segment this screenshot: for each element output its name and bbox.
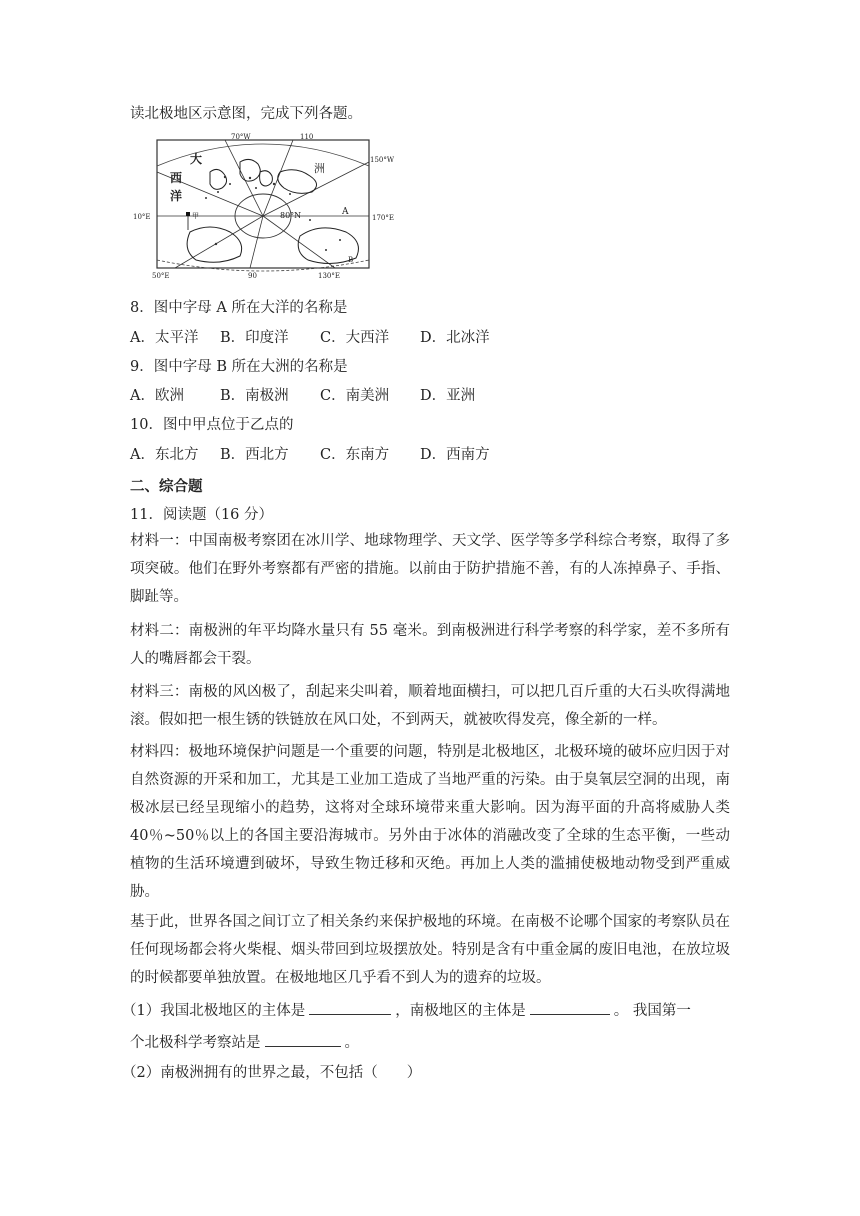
map-label-10e: 10°E	[133, 213, 151, 221]
option-a[interactable]: A．太平洋	[130, 330, 199, 346]
option-d[interactable]: D．西南方	[420, 447, 490, 463]
answer-blank-arctic[interactable]	[309, 1000, 391, 1015]
map-label-70w: 70°W	[231, 133, 251, 141]
option-b[interactable]: B．南极洲	[220, 388, 289, 404]
sub1-part1: （1）我国北极地区的主体是	[122, 1003, 306, 1019]
map-label-90: 90	[248, 272, 257, 280]
map-label-zhou: 洲	[314, 162, 325, 175]
map-label-jia: 甲	[192, 212, 199, 220]
arctic-map-figure	[130, 132, 400, 289]
option-a[interactable]: A．东北方	[130, 447, 199, 463]
material-4: 材料四：极地环境保护问题是一个重要的问题，特别是北极地区，北极环境的破坏应归因于对自然资源的开采和加工，尤其是工业加工造成了当地严重的污染。由于臭氧层空洞的出现，南极冰层已经呈现缩小的趋势，这将对全球环境带来重大影响。因为海平面的升高将威胁人类 40％~50％以上的各国主要沿海城市。另外由于冰体的消融改变了全球的生态平衡，一些动植物的生活环境遭到破坏，导致生物迁移和灭绝。再加上人类的滥捕使极地动物受到严重威胁。	[130, 744, 730, 900]
material-1: 材料一：中国南极考察团在冰川学、地球物理学、天文学、医学等多学科综合考察，取得了多项突破。他们在野外考察都有严密的措施。以前由于防护措施不善，有的人冻掉鼻子、手指、脚趾等。	[130, 533, 730, 605]
question-10-options	[130, 445, 490, 465]
answer-blank-antarctic[interactable]	[530, 1000, 610, 1015]
question-8-options	[130, 328, 490, 348]
option-a[interactable]: A．欧洲	[130, 388, 184, 404]
sub1-part4: 个北极科学考察站是	[130, 1035, 261, 1051]
map-label-b: B	[348, 256, 354, 264]
section-heading: 二、综合题	[130, 478, 203, 495]
question-11-title: 11．阅读题（16 分）	[130, 507, 274, 523]
sub-question-2: （2）南极洲拥有的世界之最，不包括（ ）	[122, 1065, 422, 1081]
option-c[interactable]: C．南美洲	[320, 388, 390, 404]
question-10-stem: 10．图中甲点位于乙点的	[130, 417, 294, 433]
map-label-xi: 西	[170, 171, 183, 185]
map-label-yang: 洋	[170, 189, 183, 203]
map-label-da: 大	[190, 152, 203, 166]
map-label-110: 110	[300, 133, 314, 141]
material-2: 材料二：南极洲的年平均降水量只有 55 毫米。到南极洲进行科学考察的科学家，差不多所有人的嘴唇都会干裂。	[130, 623, 730, 667]
map-label-130e: 130°E	[318, 272, 340, 280]
option-b[interactable]: B．印度洋	[220, 330, 289, 346]
sub-question-1-line1	[122, 1000, 691, 1021]
sub-question-1-line2	[130, 1032, 359, 1053]
map-label-170e: 170°E	[372, 214, 394, 222]
answer-blank-station[interactable]	[265, 1032, 341, 1047]
option-d[interactable]: D．亚洲	[420, 388, 476, 404]
question-8-stem: 8．图中字母 A 所在大洋的名称是	[130, 300, 348, 316]
option-b[interactable]: B．西北方	[220, 447, 289, 463]
sub1-part5: 。	[344, 1035, 359, 1051]
question-9-options	[130, 386, 475, 406]
sub1-part3: 。 我国第一	[613, 1003, 691, 1019]
material-5: 基于此，世界各国之间订立了相关条约来保护极地的环境。在南极不论哪个国家的考察队员在任何现场都会将火柴棍、烟头带回到垃圾摆放处。特别是含有中重金属的废旧电池，在放垃圾的时候都要单独放置。在极地地区几乎看不到人为的遗弃的垃圾。	[130, 914, 730, 986]
option-c[interactable]: C．东南方	[320, 447, 390, 463]
map-label-150w: 150°W	[370, 156, 395, 164]
option-d[interactable]: D．北冰洋	[420, 330, 490, 346]
map-label-80n: 80°N	[280, 211, 302, 220]
option-c[interactable]: C．大西洋	[320, 330, 390, 346]
intro-text: 读北极地区示意图，完成下列各题。	[130, 106, 362, 122]
map-label-50e: 50°E	[152, 272, 170, 280]
material-3: 材料三：南极的风凶极了，刮起来尖叫着，顺着地面横扫，可以把几百斤重的大石头吹得满地滚。假如把一根生锈的铁链放在风口处，不到两天，就被吹得发亮，像全新的一样。	[130, 684, 730, 728]
sub1-part2: ，南极地区的主体是	[395, 1003, 526, 1019]
map-label-a: A	[342, 207, 349, 217]
question-9-stem: 9．图中字母 B 所在大洲的名称是	[130, 359, 348, 375]
